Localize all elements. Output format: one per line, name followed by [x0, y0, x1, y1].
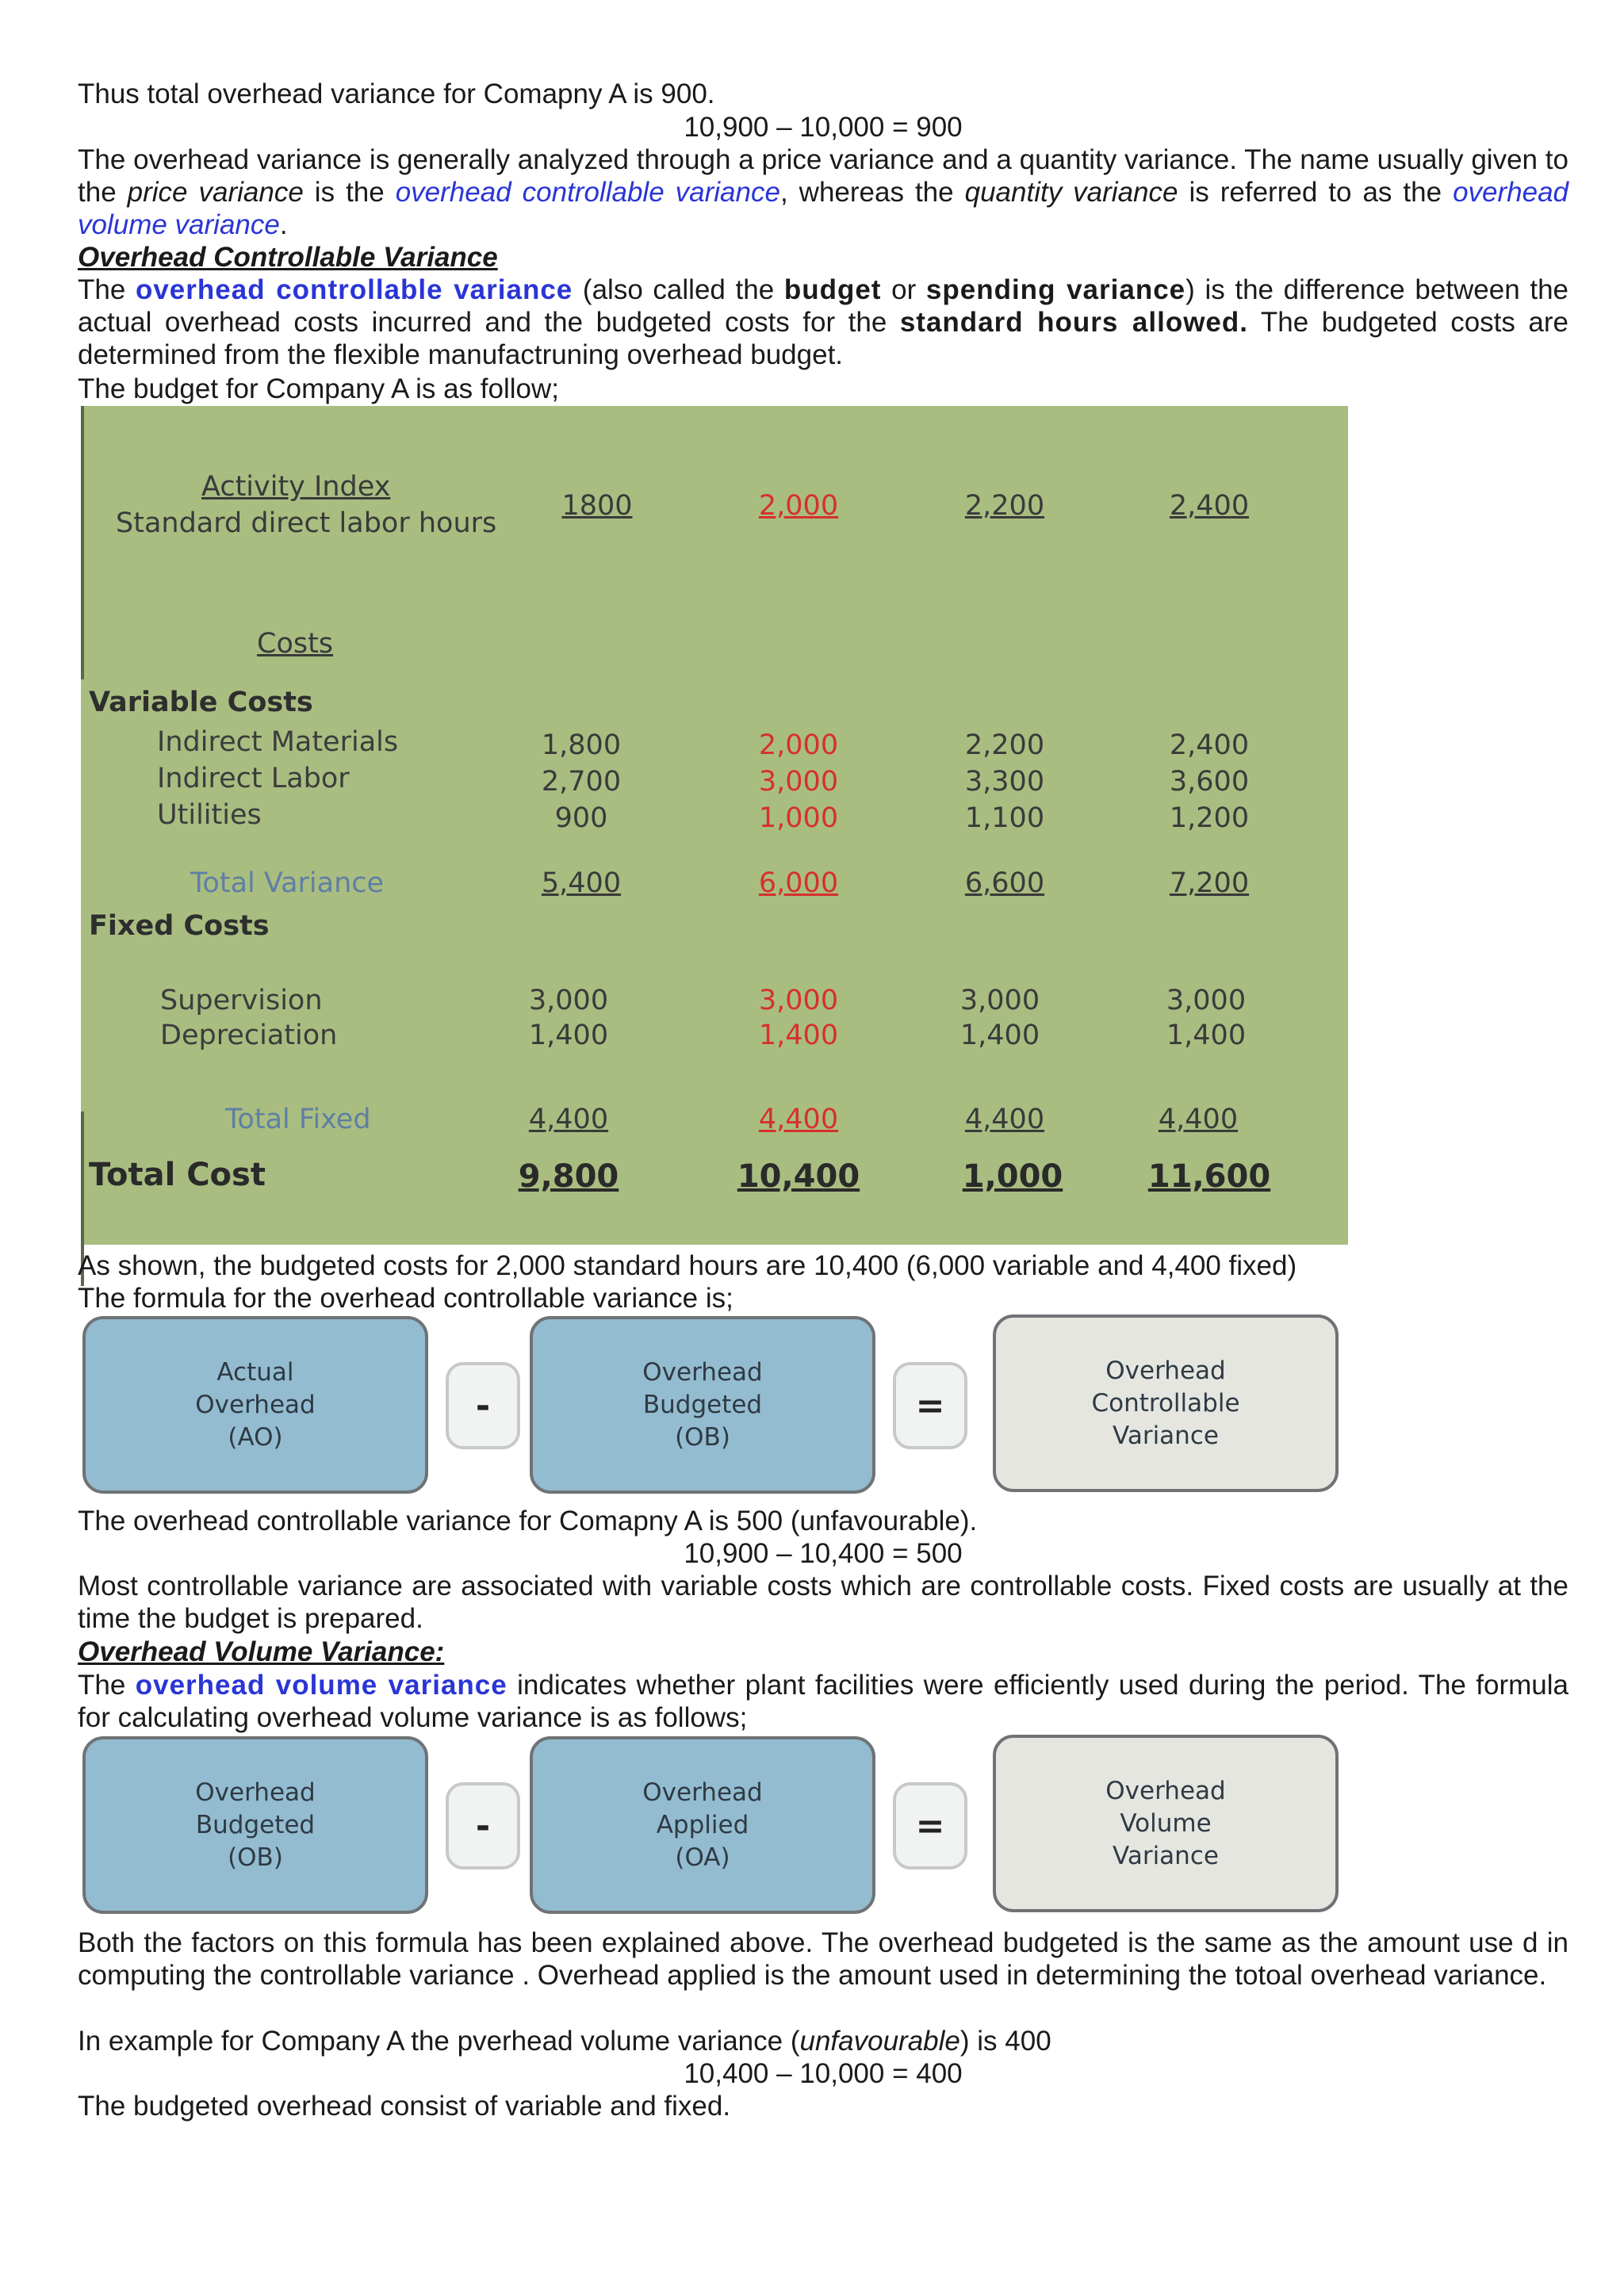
cell: 900 [554, 802, 608, 834]
cell: 9,800 [518, 1158, 619, 1195]
cell: 1,000 [758, 802, 839, 834]
total-cost-label: Total Cost [89, 1157, 266, 1193]
cell: 1,400 [528, 1020, 609, 1051]
overhead-budgeted-box-2: Overhead Budgeted (OB) [82, 1736, 428, 1914]
closing-line: The budgeted overhead consist of variable and fixed. [78, 2091, 731, 2122]
cell: 4,400 [528, 1104, 609, 1135]
cell: 6,600 [964, 867, 1045, 899]
cell: 10,400 [737, 1158, 860, 1195]
column-header-2400: 2,400 [1169, 490, 1250, 522]
cell: 6,000 [758, 867, 839, 899]
controllable-heading: Overhead Controllable Variance [78, 242, 498, 273]
fixed-costs-label: Fixed Costs [89, 910, 270, 942]
actual-overhead-box: Actual Overhead (AO) [82, 1316, 428, 1494]
volume-paragraph: The overhead volume variance indicates whether plant facilities were efficiently used during the period. The formula for calculating overhead volume variance is as follows; [78, 1670, 1568, 1733]
volume-equation: 10,400 – 10,000 = 400 [684, 2058, 963, 2089]
column-header-2000: 2,000 [758, 490, 839, 522]
variable-costs-label: Variable Costs [89, 687, 313, 718]
row-label-indirect-labor: Indirect Labor [157, 763, 350, 794]
cell: 11,600 [1147, 1158, 1271, 1195]
cell: 3,000 [758, 766, 839, 798]
total-variance-label: Total Variance [190, 867, 385, 899]
cell: 1,800 [541, 729, 622, 761]
cell: 1,400 [1166, 1020, 1247, 1051]
cell: 1,400 [758, 1020, 839, 1051]
cell: 1,000 [962, 1158, 1063, 1195]
cell: 1,100 [964, 802, 1045, 834]
equals-sign: = [893, 1362, 967, 1449]
cell: 1,200 [1169, 802, 1250, 834]
budgeted-costs-note: As shown, the budgeted costs for 2,000 standard hours are 10,400 (6,000 variable and 4,400 fixed) [78, 1250, 1297, 1281]
cell: 4,400 [964, 1104, 1045, 1135]
row-label-depreciation: Depreciation [160, 1020, 338, 1051]
closing-paragraph: Both the factors on this formula has been explained above. The overhead budgeted is the same as the amount use d in computing the controllable variance . Overhead applied is the amount used in determining the totoal overhead variance. [78, 1927, 1568, 1991]
cell: 4,400 [1158, 1104, 1239, 1135]
intro-equation: 10,900 – 10,000 = 900 [684, 112, 963, 143]
controllable-result: The overhead controllable variance for Comapny A is 500 (unfavourable). [78, 1506, 978, 1536]
volume-heading: Overhead Volume Variance: [78, 1636, 445, 1667]
overhead-applied-box: Overhead Applied (OA) [530, 1736, 875, 1914]
row-label-utilities: Utilities [157, 799, 262, 831]
cell: 3,000 [1166, 985, 1247, 1016]
budget-intro-line: The budget for Company A is as follow; [78, 373, 559, 404]
cell: 2,000 [758, 729, 839, 761]
intro-paragraph: The overhead variance is generally analyzed through a price variance and a quantity variance. The name usually given to the price variance is the overhead controllable variance, whereas the quantity variance is referred to as the overhead volume variance. [78, 144, 1569, 240]
volume-example: In example for Company A the pverhead volume variance (unfavourable) is 400 [78, 2026, 1051, 2057]
cell: 3,000 [758, 985, 839, 1016]
overhead-budgeted-box: Overhead Budgeted (OB) [530, 1316, 875, 1494]
cell: 2,700 [541, 766, 622, 798]
column-header-2200: 2,200 [964, 490, 1045, 522]
cell: 5,400 [541, 867, 622, 899]
row-label-indirect-materials: Indirect Materials [157, 726, 399, 758]
cell: 7,200 [1169, 867, 1250, 899]
minus-sign-2: - [446, 1782, 520, 1869]
column-header-1800: 1800 [561, 490, 633, 522]
cell: 3,300 [964, 766, 1045, 798]
cell: 3,600 [1169, 766, 1250, 798]
cell: 1,400 [959, 1020, 1040, 1051]
cell: 3,000 [959, 985, 1040, 1016]
volume-variance-box: Overhead Volume Variance [993, 1735, 1339, 1912]
controllable-variance-box: Overhead Controllable Variance [993, 1314, 1339, 1492]
controllable-equation: 10,900 – 10,400 = 500 [684, 1538, 963, 1569]
formula-intro: The formula for the overhead controllable variance is; [78, 1283, 733, 1314]
controllable-paragraph: The overhead controllable variance (also called the budget or spending variance) is the difference between the actual overhead costs incurred and the budgeted costs for the standard hours allowed. The budgeted costs are determined from the flexible manufactruning overhead budget. [78, 274, 1568, 370]
cell: 4,400 [758, 1104, 839, 1135]
controllable-note: Most controllable variance are associated with variable costs which are controllable costs. Fixed costs are usually at the time the budget is prepared. [78, 1571, 1568, 1634]
cell: 2,200 [964, 729, 1045, 761]
row-label-supervision: Supervision [160, 985, 323, 1016]
total-fixed-label: Total Fixed [225, 1104, 371, 1135]
activity-index-label: Activity Index [201, 471, 391, 503]
intro-line: Thus total overhead variance for Comapny A is 900. [78, 78, 715, 109]
flexible-budget-table [81, 406, 1348, 1245]
cell: 2,400 [1169, 729, 1250, 761]
cell: 3,000 [528, 985, 609, 1016]
standard-hours-label: Standard direct labor hours [116, 507, 497, 539]
minus-sign: - [446, 1362, 520, 1449]
equals-sign-2: = [893, 1782, 967, 1869]
costs-label: Costs [257, 628, 334, 660]
